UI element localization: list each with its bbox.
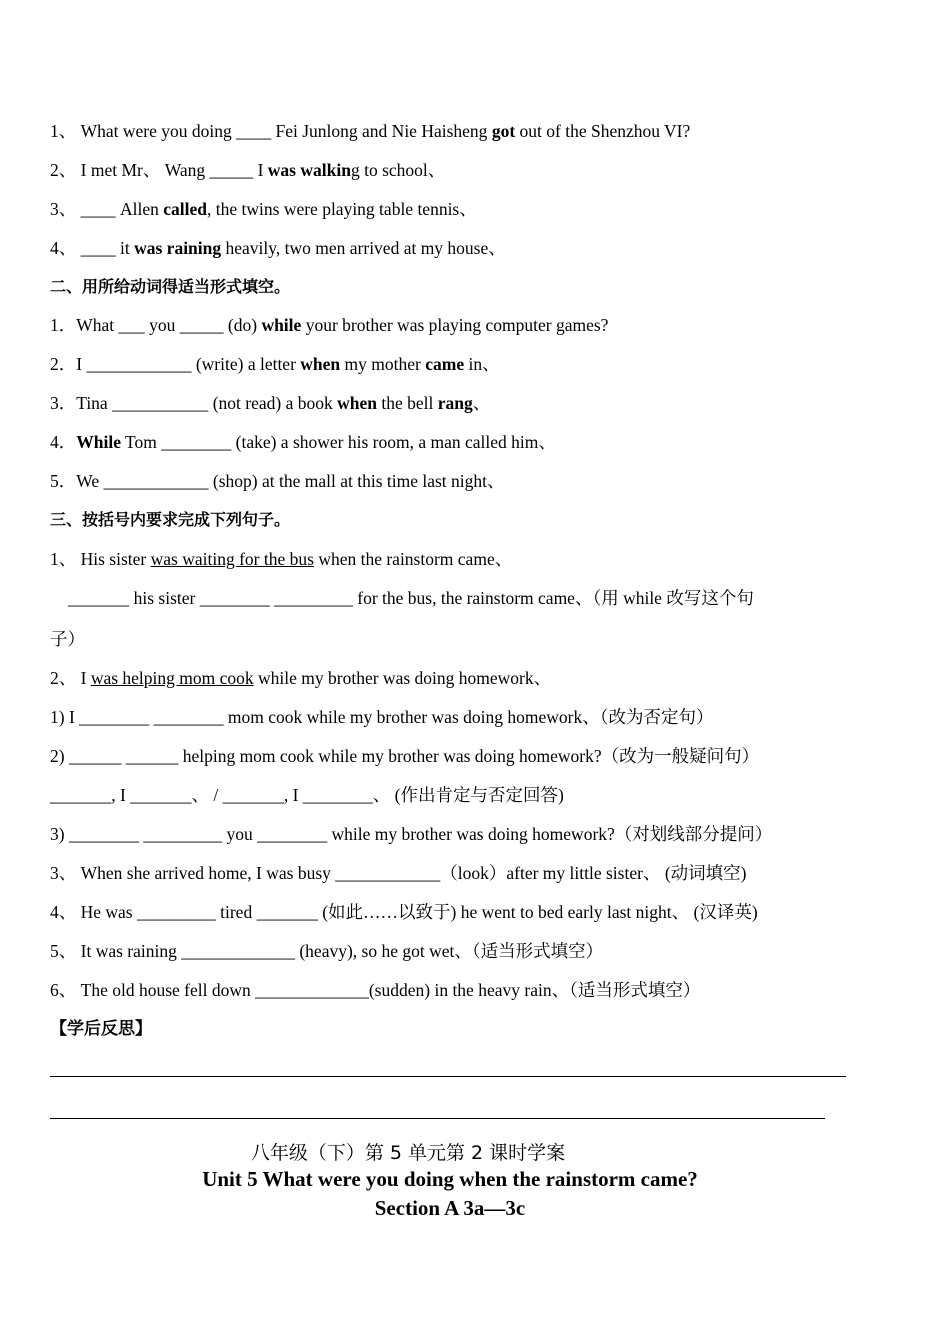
s3-question-2: 2、 I was helping mom cook while my brother was doing homework、 [50,668,552,688]
s2-question-5: 5．We ____________ (shop) at the mall at this time last night、 [50,471,505,491]
s3-question-6: 6、 The old house fell down _____________(sudden) in the heavy rain、（适当形式填空） [50,980,701,1000]
s3-question-2-part-1: 1) I ________ ________ mom cook while my brother was doing homework、（改为否定句） [50,707,714,727]
s1-question-4: 4、 ____ it was raining heavily, two men arrived at my house、 [50,238,506,258]
s1-question-1: 1、 What were you doing ____ Fei Junlong and Nie Haisheng got out of the Shenzhou VI? [50,121,691,141]
s2-question-2: 2．I ____________ (write) a letter when my mother came in、 [50,354,500,374]
section-3-heading: 三、按括号内要求完成下列句子。 [50,510,291,529]
s1-question-2: 2、 I met Mr、 Wang _____ I was walking to school、 [50,160,446,180]
s3-question-3: 3、 When she arrived home, I was busy ____________（look）after my little sister、 (动词填空) [50,863,747,883]
s3-question-1-rewrite-end: 子） [50,629,85,649]
reflection-line-2 [50,1118,825,1119]
s3-question-2-part-2: 2) ______ ______ helping mom cook while my brother was doing homework?（改为一般疑问句） [50,746,760,766]
s3-question-2-part-3: 3) ________ _________ you ________ while my brother was doing homework?（对划线部分提问） [50,824,773,844]
s3-question-2-part-2-answer: _______, I _______、 / _______, I ________、 (作出肯定与否定回答) [50,785,564,805]
reflection-heading: 【学后反思】 [50,1019,152,1039]
section-2-heading: 二、用所给动词得适当形式填空。 [50,277,291,296]
s3-question-5: 5、 It was raining _____________ (heavy), so he got wet、（适当形式填空） [50,941,604,961]
s2-question-1: 1．What ___ you _____ (do) while your brother was playing computer games? [50,315,609,335]
lesson-title-en: Unit 5 What were you doing when the rainstorm came? [202,1167,698,1191]
s3-question-1: 1、 His sister was waiting for the bus when the rainstorm came、 [50,549,513,569]
lesson-title-cn: 八年级（下）第 5 单元第 2 课时学案 [250,1142,566,1164]
reflection-line-1 [50,1076,846,1077]
s3-question-1-rewrite: _______ his sister ________ _________ for the bus, the rainstorm came、（用 while 改写这个句 [68,588,754,608]
lesson-section: Section A 3a—3c [374,1196,526,1220]
s3-question-4: 4、 He was _________ tired _______ (如此……以致于) he went to bed early last night、 (汉译英) [50,902,758,922]
s2-question-3: 3．Tina ___________ (not read) a book when the bell rang、 [50,393,491,413]
s2-question-4: 4．While Tom ________ (take) a shower his room, a man called him、 [50,432,556,452]
s1-question-3: 3、 ____ Allen called, the twins were playing table tennis、 [50,199,477,219]
